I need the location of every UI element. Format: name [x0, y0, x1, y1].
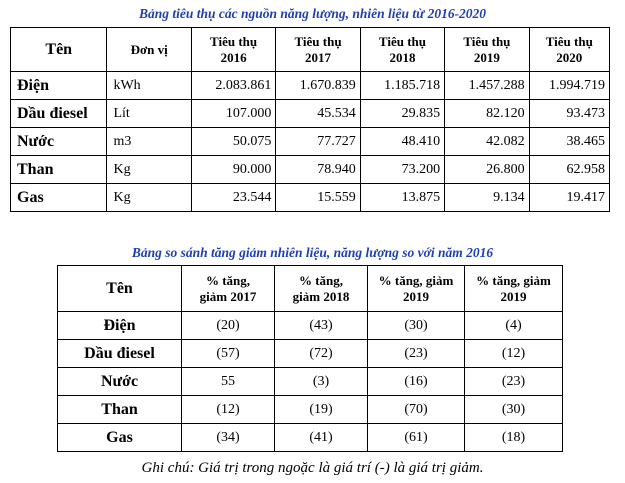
- row-name: Dầu điesel: [11, 100, 107, 128]
- cell-value: 93.473: [529, 100, 609, 128]
- cell-value: 29.835: [360, 100, 444, 128]
- cell-value: (23): [465, 368, 563, 396]
- table1-title: Bảng tiêu thụ các nguồn năng lượng, nhiên liệu từ 2016-2020: [138, 6, 487, 21]
- row-unit: m3: [107, 128, 191, 156]
- cell-value: (20): [182, 312, 275, 340]
- cell-value: 26.800: [445, 156, 529, 184]
- cell-value: 48.410: [360, 128, 444, 156]
- row-name: Dầu điesel: [58, 340, 182, 368]
- row-name: Nước: [11, 128, 107, 156]
- footnote: Ghi chú: Giá trị trong ngoặc là giá trí (-) là giá trị giảm.: [141, 460, 484, 476]
- comparison-table: [57, 265, 563, 452]
- cell-value: 42.082: [445, 128, 529, 156]
- header-pct-2019-b: % tăng, giảm 2019: [465, 266, 563, 312]
- row-name: Điện: [58, 312, 182, 340]
- table-row: [11, 128, 610, 156]
- cell-value: (34): [182, 424, 275, 452]
- row-unit: kWh: [107, 72, 191, 100]
- header-name: Tên: [58, 266, 182, 312]
- header-pct-2018: % tăng, giảm 2018: [275, 266, 368, 312]
- row-name: Nước: [58, 368, 182, 396]
- cell-value: (43): [275, 312, 368, 340]
- cell-value: (16): [368, 368, 465, 396]
- cell-value: (12): [182, 396, 275, 424]
- cell-value: (3): [275, 368, 368, 396]
- cell-value: (30): [368, 312, 465, 340]
- cell-value: 9.134: [445, 184, 529, 212]
- cell-value: 55: [182, 368, 275, 396]
- table-row: [58, 424, 563, 452]
- row-name: Gas: [11, 184, 107, 212]
- table-row: [11, 184, 610, 212]
- cell-value: 107.000: [191, 100, 275, 128]
- table-row: [11, 100, 610, 128]
- cell-value: 2.083.861: [191, 72, 275, 100]
- row-name: Gas: [58, 424, 182, 452]
- cell-value: 50.075: [191, 128, 275, 156]
- cell-value: 90.000: [191, 156, 275, 184]
- cell-value: (61): [368, 424, 465, 452]
- consumption-table: [10, 27, 610, 212]
- cell-value: (30): [465, 396, 563, 424]
- cell-value: (18): [465, 424, 563, 452]
- header-year-2018: Tiêu thụ 2018: [360, 28, 444, 72]
- cell-value: 19.417: [529, 184, 609, 212]
- table-row: [58, 340, 563, 368]
- cell-value: (41): [275, 424, 368, 452]
- cell-value: 73.200: [360, 156, 444, 184]
- cell-value: 1.185.718: [360, 72, 444, 100]
- row-name: Điện: [11, 72, 107, 100]
- cell-value: (57): [182, 340, 275, 368]
- table-row: [58, 396, 563, 424]
- row-unit: Kg: [107, 156, 191, 184]
- cell-value: 78.940: [276, 156, 360, 184]
- header-pct-2019: % tăng, giảm 2019: [368, 266, 465, 312]
- table-row: [58, 312, 563, 340]
- cell-value: 1.994.719: [529, 72, 609, 100]
- header-pct-2017: % tăng, giảm 2017: [182, 266, 275, 312]
- cell-value: 82.120: [445, 100, 529, 128]
- header-unit: Đơn vị: [107, 28, 191, 72]
- cell-value: (23): [368, 340, 465, 368]
- header-year-2020: Tiêu thụ 2020: [529, 28, 609, 72]
- cell-value: (70): [368, 396, 465, 424]
- cell-value: 13.875: [360, 184, 444, 212]
- cell-value: 45.534: [276, 100, 360, 128]
- header-year-2019: Tiêu thụ 2019: [445, 28, 529, 72]
- table-header-row: [58, 266, 563, 312]
- table-row: [11, 72, 610, 100]
- cell-value: 38.465: [529, 128, 609, 156]
- cell-value: (72): [275, 340, 368, 368]
- table2-title: Bảng so sánh tăng giảm nhiên liệu, năng lượng so với năm 2016: [131, 245, 494, 260]
- cell-value: 77.727: [276, 128, 360, 156]
- cell-value: 1.670.839: [276, 72, 360, 100]
- cell-value: 23.544: [191, 184, 275, 212]
- row-name: Than: [58, 396, 182, 424]
- cell-value: 1.457.288: [445, 72, 529, 100]
- header-name: Tên: [11, 28, 107, 72]
- row-unit: Kg: [107, 184, 191, 212]
- header-year-2017: Tiêu thụ 2017: [276, 28, 360, 72]
- row-name: Than: [11, 156, 107, 184]
- header-year-2016: Tiêu thụ 2016: [191, 28, 275, 72]
- row-unit: Lít: [107, 100, 191, 128]
- cell-value: (4): [465, 312, 563, 340]
- cell-value: 15.559: [276, 184, 360, 212]
- cell-value: (19): [275, 396, 368, 424]
- table-row: [58, 368, 563, 396]
- table-header-row: [11, 28, 610, 72]
- table-row: [11, 156, 610, 184]
- cell-value: (12): [465, 340, 563, 368]
- cell-value: 62.958: [529, 156, 609, 184]
